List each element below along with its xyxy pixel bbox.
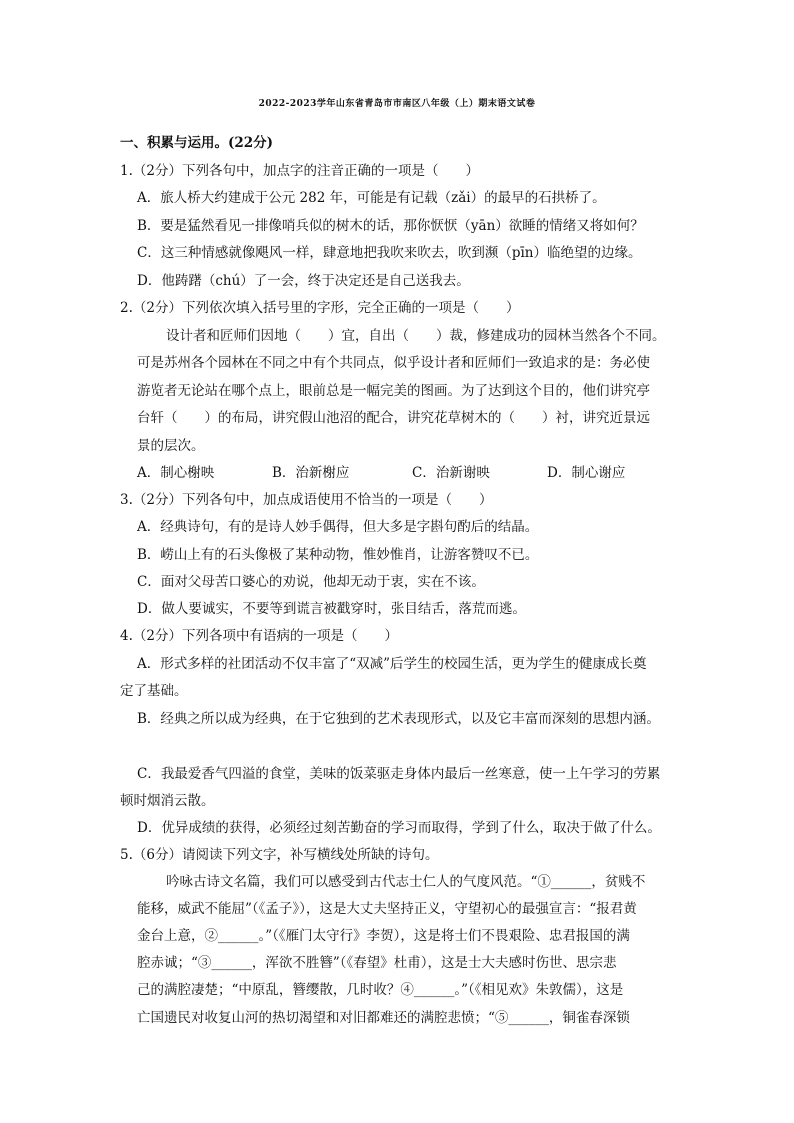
question-1-option-c: C．这三种情感就像飓风一样，肆意地把我吹来吹去，吹到濒（pīn）临绝望的边缘。 <box>137 245 642 261</box>
question-3-option-c: C．面对父母苦口婆心的劝说，他却无动于衷，实在不该。 <box>137 574 485 590</box>
question-5-stem: 5.（6分）请阅读下列文字，补写横线处所缺的诗句。 <box>120 847 439 863</box>
question-2-passage-line: 游览者无论站在哪个点上，眼前总是一幅完美的图画。为了达到这个目的，他们讲究亭 <box>137 383 650 399</box>
question-4-option-b: B．经典之所以成为经典，在于它独到的艺术表现形式，以及它丰富而深刻的思想内涵。 <box>137 711 660 727</box>
question-2-stem: 2.（2分）下列依次填入括号里的字形，完全正确的一项是（ ） <box>120 300 520 316</box>
question-4-stem: 4.（2分）下列各项中有语病的一项是（ ） <box>120 628 398 644</box>
question-1-option-a: A．旅人桥大约建成于公元 282 年，可能是有记载（zǎi）的最早的石拱桥了。 <box>137 190 606 206</box>
question-2-option-b: B．治新榭应 <box>272 465 350 481</box>
question-2-option-a: A．制心榭映 <box>137 465 215 481</box>
section-heading: 一、积累与运用。(22分) <box>120 135 274 151</box>
question-4-option-d: D．优异成绩的获得，必须经过刻苦勤奋的学习而取得，学到了什么，取决于做了什么。 <box>137 820 661 836</box>
question-1-option-d: D．他踌躇（chú）了一会，终于决定还是自己送我去。 <box>137 273 470 289</box>
question-4-option-a: A．形式多样的社团活动不仅丰富了“双减”后学生的校园生活，更为学生的健康成长奠 <box>137 656 647 672</box>
question-2-option-d: D．制心谢应 <box>547 465 626 481</box>
question-4-option-a-continued: 定了基础。 <box>120 683 188 699</box>
question-1-stem: 1.（2分）下列各句中，加点字的注音正确的一项是（ ） <box>120 163 479 179</box>
question-2-passage-line: 设计者和匠师们因地（ ）宜，自出（ ）裁，修建成功的园林当然各个不同。 <box>166 328 666 344</box>
question-2-passage-line: 可是苏州各个园林在不同之中有个共同点，似乎设计者和匠师们一致追求的是：务必使 <box>137 355 650 371</box>
question-5-passage-line: 腔赤诚；“③______，浑欲不胜簪”（《春望》杜甫），这是士大夫感时伤世、思宗悲 <box>137 955 617 971</box>
question-3-option-a: A．经典诗句，有的是诗人妙手偶得，但大多是字斟句酌后的结晶。 <box>137 519 539 535</box>
question-5-passage-line: 亡国遗民对收复山河的热切渴望和对旧都难还的满腔悲愤；“⑤______，铜雀春深锁 <box>137 1010 630 1026</box>
question-5-passage-line: 能移，威武不能屈”（《孟子》），这是大丈夫坚持正义，守望初心的最强宣言：“报君黄 <box>137 901 637 917</box>
question-4-option-c: C．我最爱香气四溢的食堂，美味的饭菜驱走身体内最后一丝寒意，使一上午学习的劳累 <box>137 766 661 782</box>
question-2-passage-line: 景的层次。 <box>137 438 205 454</box>
question-5-passage-line: 吟咏古诗文名篇，我们可以感受到古代志士仁人的气度风范。“①______，贫贱不 <box>166 874 646 890</box>
question-5-passage-line: 己的满腔凄楚；“中原乱，簪缨散，几时收？④______。”（《相见欢》朱敦儒），这是 <box>137 982 624 998</box>
question-5-passage-line: 金台上意，②______。”（《雁门太守行》李贺），这是将士们不畏艰险、忠君报国的满 <box>137 928 630 944</box>
question-2-option-c: C．治新谢映 <box>412 465 490 481</box>
question-4-option-c-continued: 顿时烟消云散。 <box>120 793 215 809</box>
question-2-passage-line: 台轩（ ）的布局，讲究假山池沼的配合，讲究花草树木的（ ）衬，讲究近景远 <box>137 410 650 426</box>
page-title: 2022-2023学年山东省青岛市市南区八年级（上）期末语文试卷 <box>258 99 536 109</box>
question-1-option-b: B．要是猛然看见一排像哨兵似的树木的话，那你恹恹（yān）欲睡的情绪又将如何？ <box>137 218 644 234</box>
question-3-option-b: B．崂山上有的石头像极了某种动物，惟妙惟肖，让游客赞叹不已。 <box>137 547 539 563</box>
question-3-option-d: D．做人要诚实，不要等到谎言被戳穿时，张目结舌，落荒而逃。 <box>137 601 526 617</box>
question-3-stem: 3.（2分）下列各句中，加点成语使用不恰当的一项是（ ） <box>120 492 493 508</box>
